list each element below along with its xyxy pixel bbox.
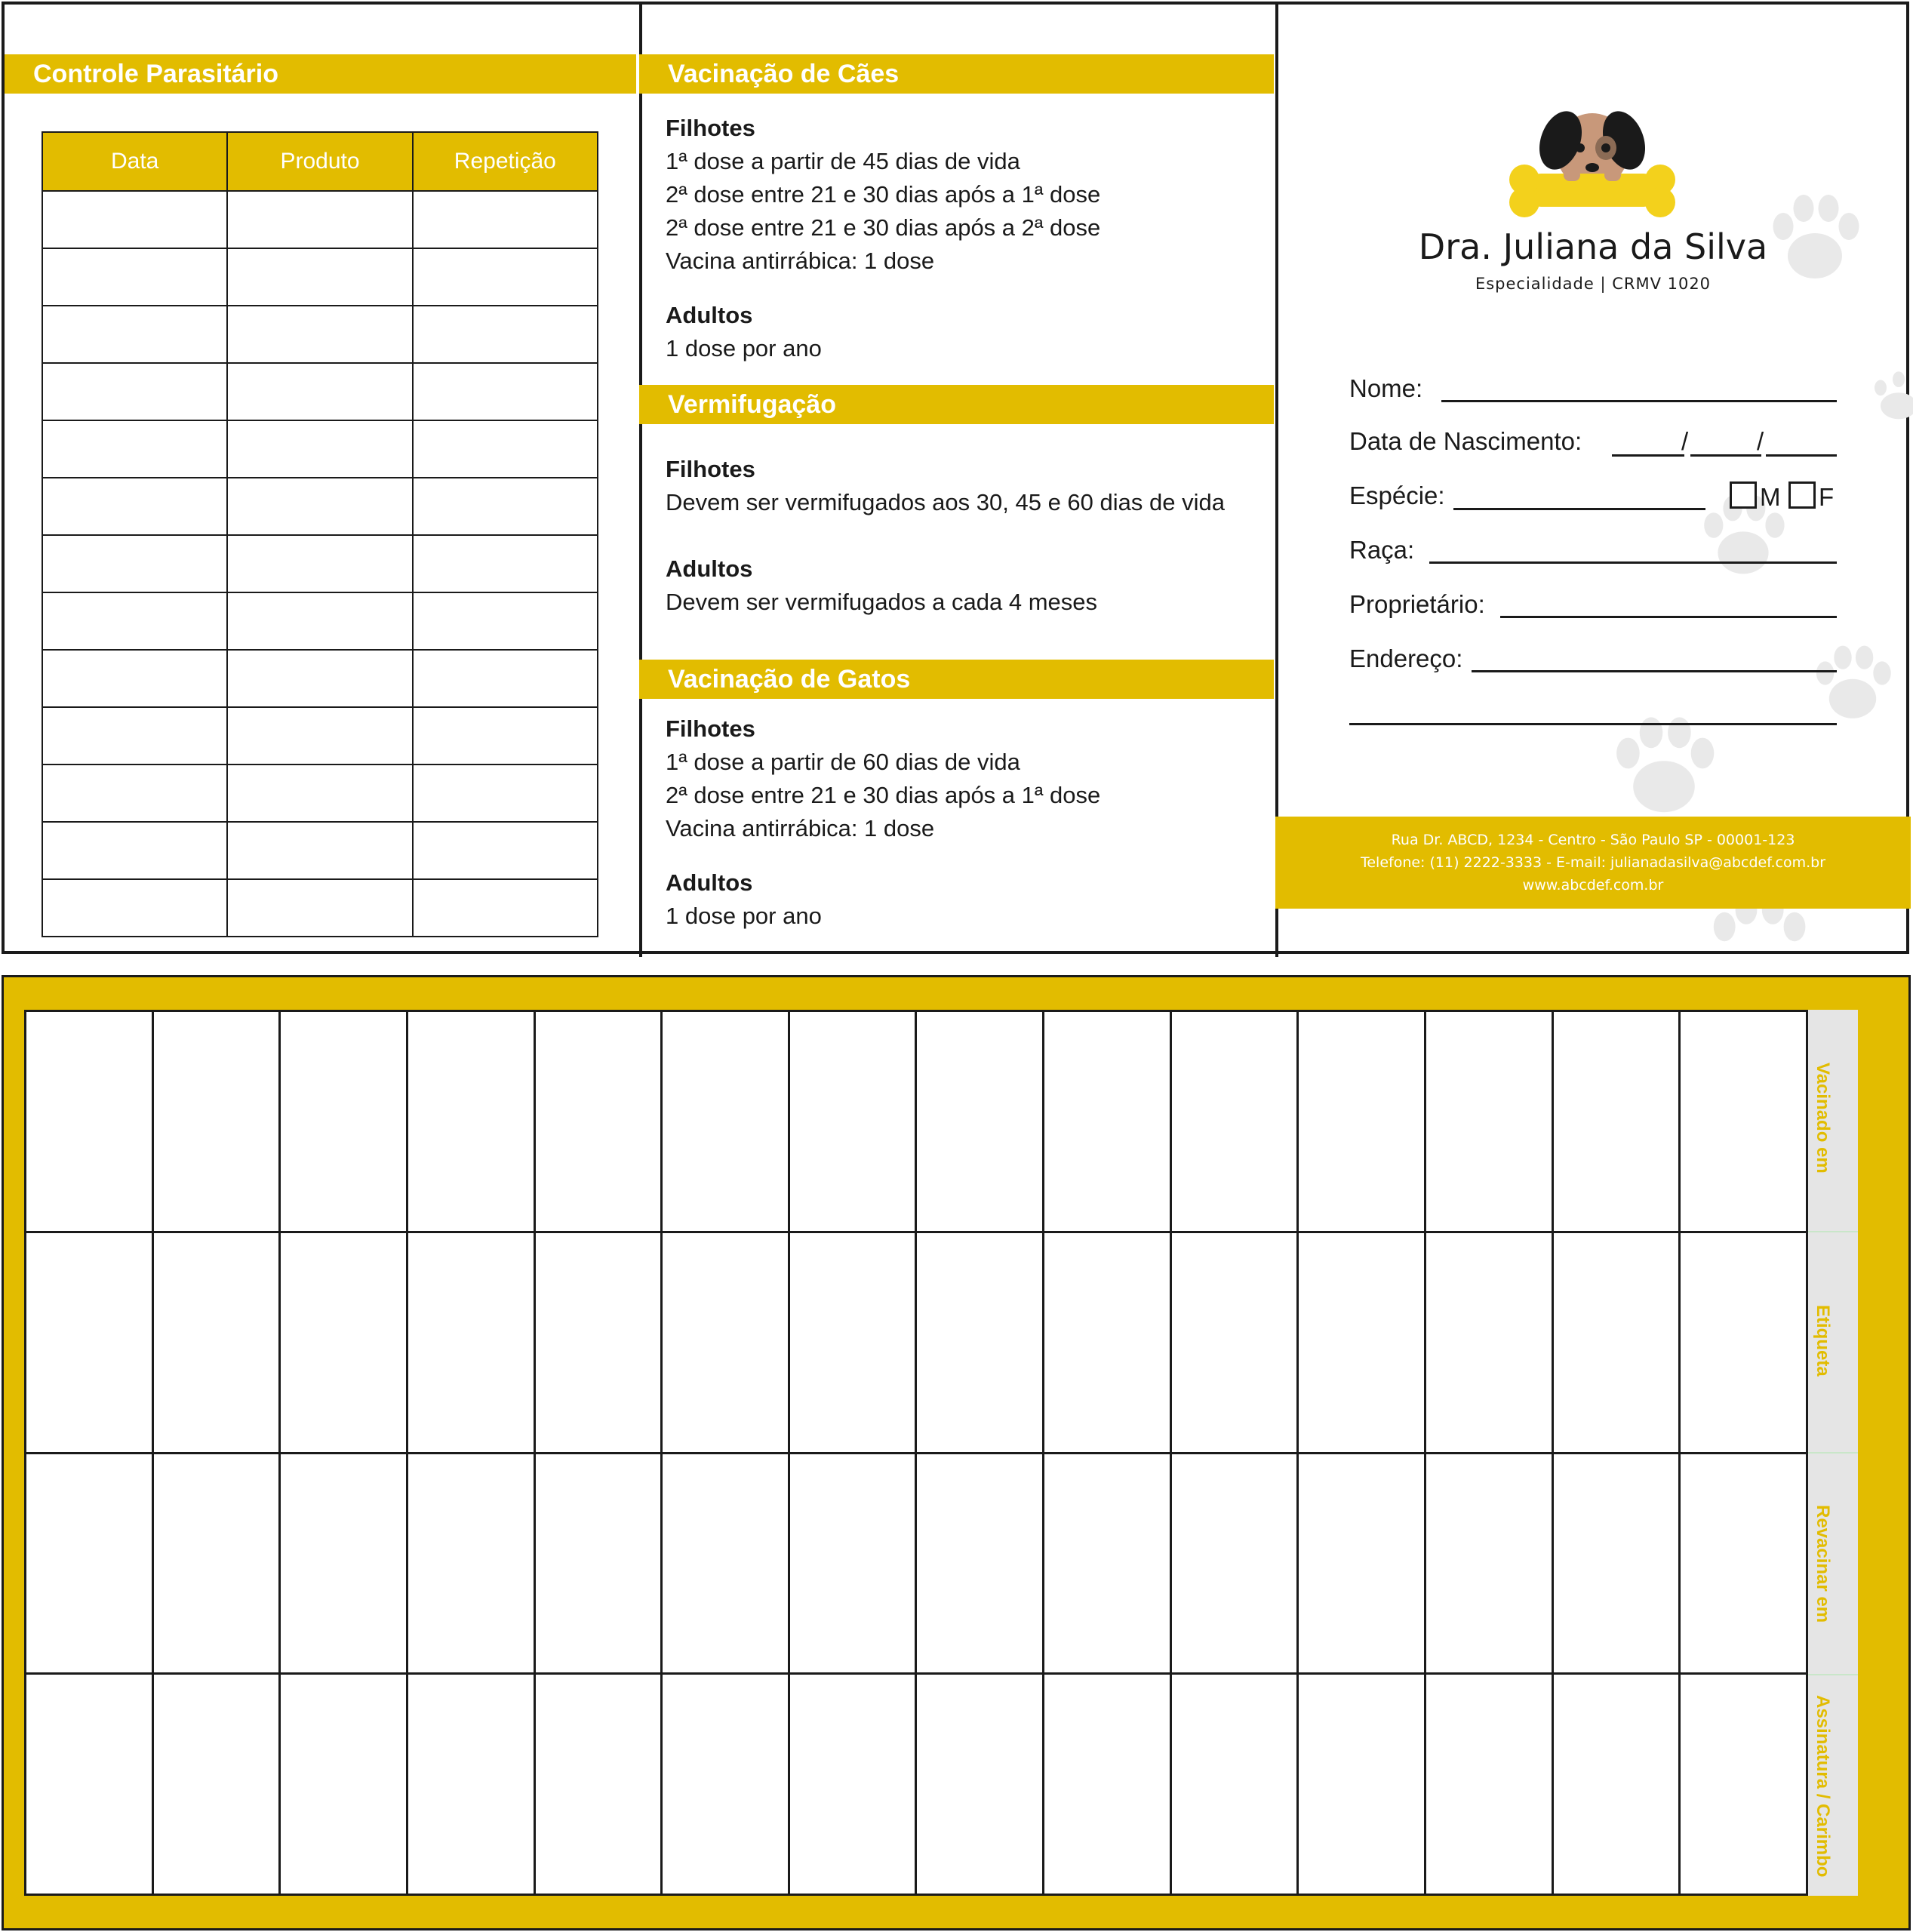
footer-website: www.abcdef.com.br: [1522, 877, 1664, 894]
female-label: F: [1819, 483, 1835, 511]
grid-cell[interactable]: [789, 1232, 916, 1453]
table-cell[interactable]: [227, 420, 412, 478]
parasite-title: Controle Parasitário: [5, 54, 636, 94]
owner-field[interactable]: [1500, 616, 1837, 618]
row-label-cell: [1808, 1674, 1858, 1897]
grid-cell[interactable]: [1298, 1232, 1426, 1453]
table-cell[interactable]: [413, 764, 598, 822]
table-cell[interactable]: [413, 822, 598, 879]
grid-cell[interactable]: [152, 1453, 280, 1674]
table-cell[interactable]: [227, 650, 412, 707]
grid-cell[interactable]: [534, 1011, 662, 1232]
deworming-adults-line: Devem ser vermifugados a cada 4 meses: [666, 589, 1098, 615]
table-cell[interactable]: [42, 879, 227, 937]
grid-cell[interactable]: [1170, 1674, 1298, 1895]
breed-field[interactable]: [1429, 561, 1837, 564]
grid-cell[interactable]: [916, 1674, 1044, 1895]
table-row: [42, 879, 598, 937]
dog-puppy-line: 2ª dose entre 21 e 30 dias após a 1ª dose: [666, 181, 1101, 208]
row-label-cell: [1808, 1231, 1858, 1454]
column-header-product: Produto: [227, 132, 412, 191]
table-cell[interactable]: [42, 535, 227, 592]
row-label-vaccinated-on: Vacinado em: [1813, 1063, 1833, 1174]
dog-adults-heading: Adultos: [666, 302, 753, 328]
dog-puppy-line: Vacina antirrábica: 1 dose: [666, 248, 935, 274]
grid-cell[interactable]: [1552, 1011, 1680, 1232]
table-cell[interactable]: [413, 478, 598, 535]
table-row: [42, 592, 598, 650]
vaccination-grid: [24, 1010, 1808, 1896]
grid-cell[interactable]: [407, 1011, 534, 1232]
table-row: [42, 248, 598, 306]
grid-cell[interactable]: [1680, 1453, 1807, 1674]
grid-cell[interactable]: [662, 1232, 789, 1453]
table-cell[interactable]: [42, 248, 227, 306]
table-row: [42, 478, 598, 535]
table-cell[interactable]: [42, 306, 227, 363]
owner-label: Proprietário:: [1349, 590, 1485, 618]
cat-puppy-line: 2ª dose entre 21 e 30 dias após a 1ª dose: [666, 782, 1101, 808]
dog-bone-logo-icon: [1502, 104, 1683, 225]
deworming-text: [666, 453, 1225, 619]
address-field[interactable]: [1472, 670, 1837, 672]
table-cell[interactable]: [413, 306, 598, 363]
cat-adults-line: 1 dose por ano: [666, 903, 822, 929]
breed-label: Raça:: [1349, 536, 1415, 564]
deworming-title: Vermifugação: [639, 385, 1274, 424]
address-label: Endereço:: [1349, 645, 1463, 672]
table-cell[interactable]: [227, 191, 412, 248]
grid-cell[interactable]: [1170, 1453, 1298, 1674]
row-label-sticker: Etiqueta: [1813, 1305, 1833, 1377]
grid-cell[interactable]: [1044, 1674, 1171, 1895]
date-separator: /: [1681, 427, 1689, 455]
grid-row: [26, 1011, 1807, 1232]
cat-puppy-line: 1ª dose a partir de 60 dias de vida: [666, 749, 1020, 775]
species-field[interactable]: [1453, 508, 1705, 510]
grid-cell[interactable]: [1044, 1453, 1171, 1674]
table-cell[interactable]: [413, 535, 598, 592]
dog-vaccination-title: Vacinação de Cães: [639, 54, 1274, 94]
grid-cell[interactable]: [407, 1232, 534, 1453]
grid-cell[interactable]: [407, 1453, 534, 1674]
footer-address: Rua Dr. ABCD, 1234 - Centro - São Paulo SP - 00001-123: [1391, 832, 1795, 848]
male-label: M: [1760, 483, 1781, 511]
table-cell[interactable]: [42, 707, 227, 764]
cat-vaccination-text: [666, 712, 1100, 933]
table-cell[interactable]: [413, 248, 598, 306]
grid-cell[interactable]: [916, 1453, 1044, 1674]
table-cell[interactable]: [227, 764, 412, 822]
dog-puppy-line: 2ª dose entre 21 e 30 dias após a 2ª dose: [666, 214, 1101, 241]
birth-year-field[interactable]: [1766, 454, 1837, 457]
table-cell[interactable]: [42, 592, 227, 650]
footer-contact: Telefone: (11) 2222-3333 - E-mail: julianadasilva@abcdef.com.br: [1360, 854, 1826, 871]
table-cell[interactable]: [42, 420, 227, 478]
grid-cell[interactable]: [789, 1011, 916, 1232]
name-label: Nome:: [1349, 374, 1423, 402]
grid-cell[interactable]: [662, 1674, 789, 1895]
grid-row: [26, 1232, 1807, 1453]
grid-cell[interactable]: [534, 1232, 662, 1453]
grid-cell[interactable]: [916, 1232, 1044, 1453]
table-row: [42, 363, 598, 420]
grid-cell[interactable]: [26, 1232, 153, 1453]
table-cell[interactable]: [413, 650, 598, 707]
species-label: Espécie:: [1349, 481, 1445, 509]
grid-cell[interactable]: [534, 1453, 662, 1674]
grid-cell[interactable]: [280, 1453, 408, 1674]
grid-cell[interactable]: [1552, 1674, 1680, 1895]
grid-cell[interactable]: [1426, 1674, 1553, 1895]
table-cell[interactable]: [413, 879, 598, 937]
paw-print-icon: [1600, 702, 1728, 830]
table-row: [42, 650, 598, 707]
male-checkbox[interactable]: [1730, 481, 1757, 509]
grid-row: [26, 1453, 1807, 1674]
grid-cell[interactable]: [280, 1674, 408, 1895]
grid-cell[interactable]: [789, 1674, 916, 1895]
table-row: [42, 420, 598, 478]
grid-cell[interactable]: [152, 1232, 280, 1453]
grid-cell[interactable]: [1680, 1674, 1807, 1895]
row-label-revaccinate-on: Revacinar em: [1813, 1505, 1833, 1623]
grid-cell[interactable]: [789, 1453, 916, 1674]
panel-divider: [1275, 5, 1278, 957]
grid-cell[interactable]: [26, 1453, 153, 1674]
dog-puppy-line: 1ª dose a partir de 45 dias de vida: [666, 148, 1020, 174]
table-cell[interactable]: [413, 707, 598, 764]
table-row: [42, 822, 598, 879]
grid-cell[interactable]: [1426, 1011, 1553, 1232]
table-cell[interactable]: [42, 650, 227, 707]
grid-cell[interactable]: [916, 1011, 1044, 1232]
table-cell[interactable]: [413, 191, 598, 248]
birth-date-label: Data de Nascimento:: [1349, 427, 1582, 455]
table-cell[interactable]: [227, 879, 412, 937]
table-cell[interactable]: [227, 592, 412, 650]
grid-cell[interactable]: [26, 1674, 153, 1895]
deworming-puppy-line: Devem ser vermifugados aos 30, 45 e 60 dias de vida: [666, 489, 1225, 515]
grid-cell[interactable]: [662, 1453, 789, 1674]
grid-cell[interactable]: [662, 1011, 789, 1232]
row-label-signature-stamp: Assinatura / Carimbo: [1813, 1695, 1833, 1878]
table-row: [42, 306, 598, 363]
grid-cell[interactable]: [1680, 1011, 1807, 1232]
table-cell[interactable]: [227, 478, 412, 535]
grid-cell[interactable]: [534, 1674, 662, 1895]
row-labels-strip: [1808, 1010, 1858, 1896]
table-row: [42, 707, 598, 764]
female-checkbox[interactable]: [1788, 481, 1816, 509]
name-field[interactable]: [1441, 400, 1837, 402]
table-cell[interactable]: [413, 420, 598, 478]
grid-cell[interactable]: [26, 1011, 153, 1232]
table-cell[interactable]: [227, 535, 412, 592]
table-cell[interactable]: [42, 191, 227, 248]
cat-adults-heading: Adultos: [666, 869, 753, 896]
grid-cell[interactable]: [152, 1011, 280, 1232]
column-header-repetition: Repetição: [413, 132, 598, 191]
date-separator: /: [1757, 427, 1764, 455]
table-cell[interactable]: [227, 822, 412, 879]
address-field-line-2[interactable]: [1349, 723, 1837, 725]
table-cell[interactable]: [413, 592, 598, 650]
cat-vaccination-title: Vacinação de Gatos: [639, 660, 1274, 699]
dog-adults-line: 1 dose por ano: [666, 335, 822, 361]
birth-day-field[interactable]: [1612, 454, 1684, 457]
parasite-table: [42, 131, 598, 937]
grid-cell[interactable]: [280, 1232, 408, 1453]
grid-cell[interactable]: [1044, 1232, 1171, 1453]
vet-name: Dra. Juliana da Silva: [1418, 226, 1768, 267]
grid-cell[interactable]: [1044, 1011, 1171, 1232]
grid-cell[interactable]: [1298, 1011, 1426, 1232]
table-row: [42, 191, 598, 248]
table-cell[interactable]: [227, 363, 412, 420]
table-cell[interactable]: [42, 822, 227, 879]
grid-cell[interactable]: [1170, 1232, 1298, 1453]
table-cell[interactable]: [227, 306, 412, 363]
deworming-puppies-heading: Filhotes: [666, 456, 755, 482]
grid-cell[interactable]: [1298, 1453, 1426, 1674]
table-cell[interactable]: [413, 363, 598, 420]
panel-divider: [639, 5, 642, 957]
table-cell[interactable]: [42, 764, 227, 822]
row-label-cell: [1808, 1010, 1858, 1231]
row-label-cell: [1808, 1452, 1858, 1675]
grid-cell[interactable]: [1552, 1232, 1680, 1453]
grid-cell[interactable]: [152, 1674, 280, 1895]
paw-print-icon: [1804, 634, 1902, 732]
birth-month-field[interactable]: [1690, 454, 1761, 457]
grid-row: [26, 1674, 1807, 1895]
table-row: [42, 764, 598, 822]
vet-subtitle: Especialidade | CRMV 1020: [1475, 275, 1712, 293]
table-cell[interactable]: [42, 478, 227, 535]
contact-footer: [1275, 817, 1911, 909]
paw-print-icon: [1856, 340, 1913, 453]
grid-cell[interactable]: [1426, 1232, 1553, 1453]
grid-cell[interactable]: [1552, 1453, 1680, 1674]
cat-puppy-line: Vacina antirrábica: 1 dose: [666, 815, 935, 841]
cat-puppies-heading: Filhotes: [666, 715, 755, 742]
deworming-adults-heading: Adultos: [666, 555, 753, 582]
dog-puppies-heading: Filhotes: [666, 115, 755, 141]
grid-cell[interactable]: [1298, 1674, 1426, 1895]
table-row: [42, 535, 598, 592]
grid-cell[interactable]: [407, 1674, 534, 1895]
grid-cell[interactable]: [1426, 1453, 1553, 1674]
table-cell[interactable]: [227, 248, 412, 306]
dog-vaccination-text: [666, 112, 1100, 365]
grid-cell[interactable]: [1680, 1232, 1807, 1453]
table-cell[interactable]: [42, 363, 227, 420]
column-header-date: Data: [42, 132, 227, 191]
grid-cell[interactable]: [280, 1011, 408, 1232]
grid-cell[interactable]: [1170, 1011, 1298, 1232]
table-cell[interactable]: [227, 707, 412, 764]
